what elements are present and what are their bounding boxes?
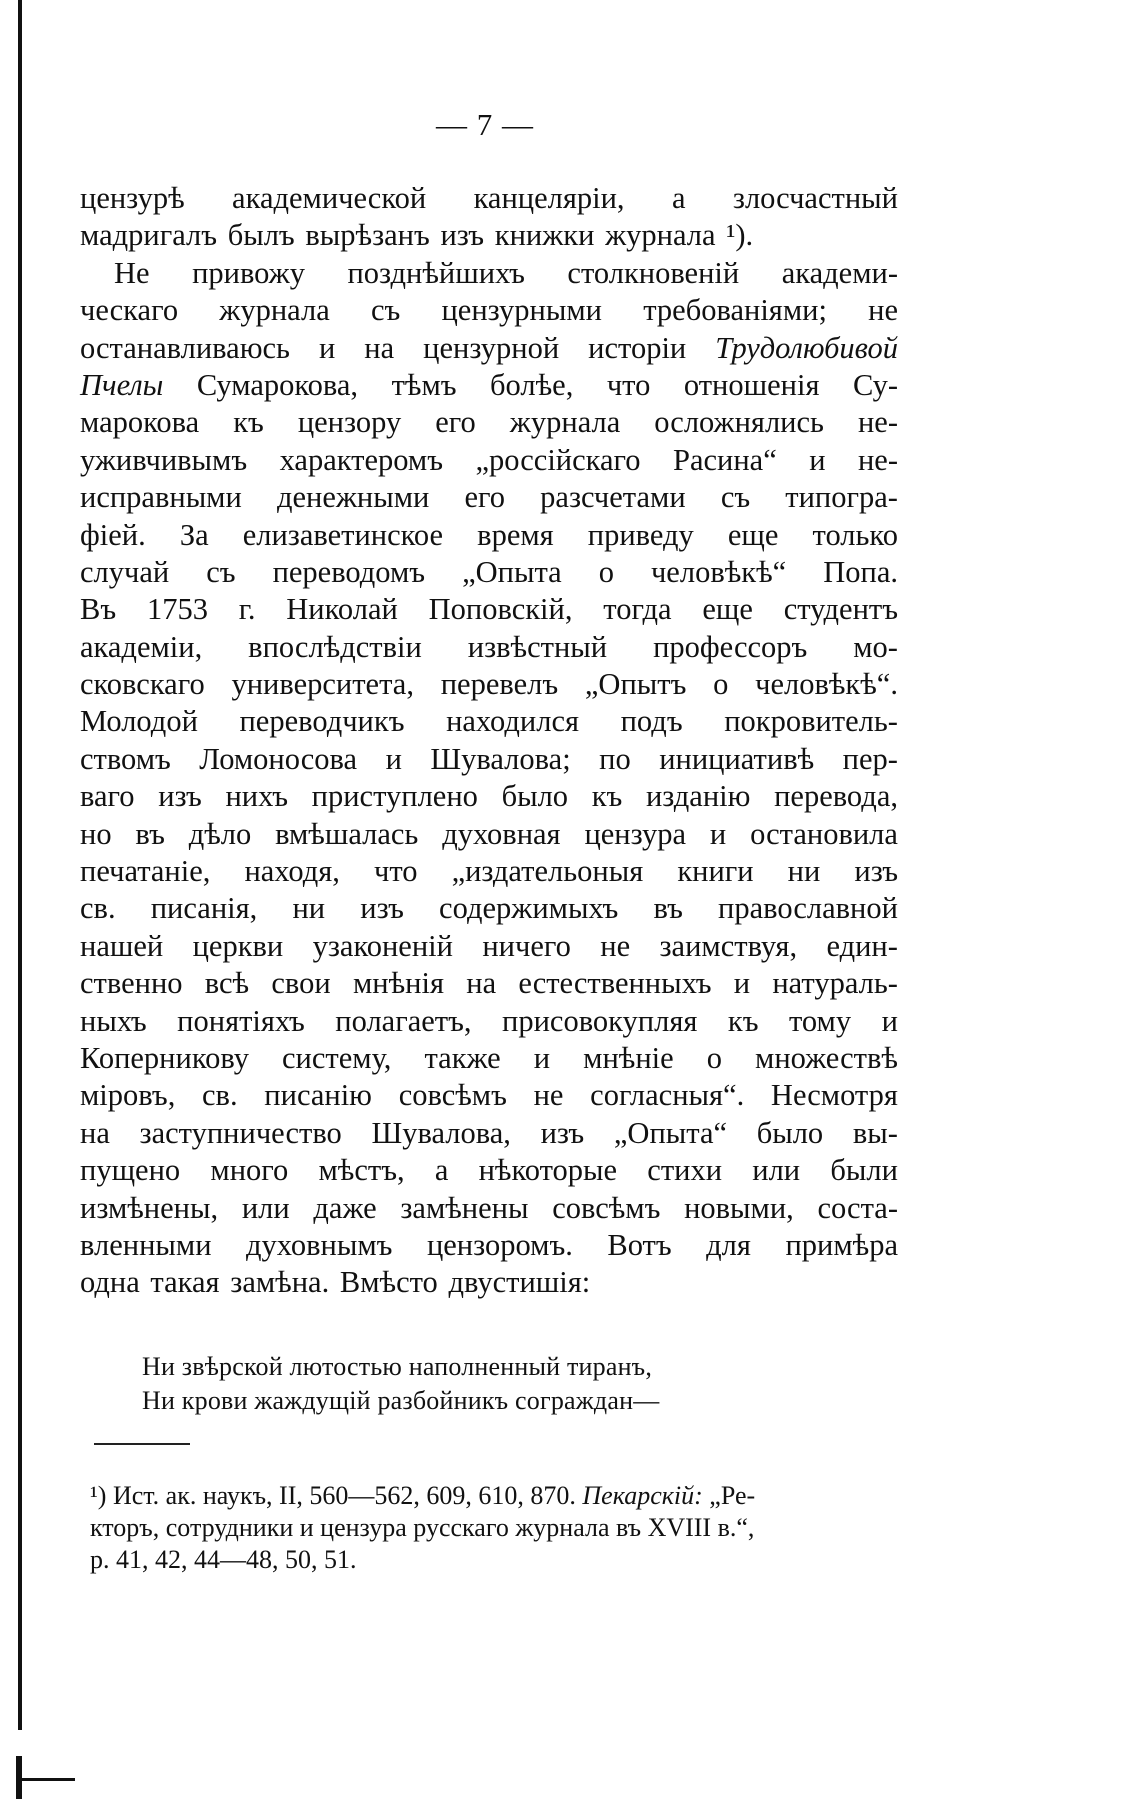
word: академической [232, 181, 427, 215]
word: подъ [620, 704, 683, 739]
word: изъ [854, 854, 898, 889]
word: вырѣзанъ [305, 218, 430, 253]
word: ничего [482, 928, 571, 963]
text-line [80, 180, 898, 217]
word: находя, [244, 854, 340, 889]
text-line [80, 404, 898, 441]
word: о [706, 1040, 722, 1075]
word: Въ [80, 592, 117, 627]
word: совсѣмъ [552, 1190, 661, 1225]
word: о [713, 667, 729, 702]
word: „россійскаго [475, 442, 641, 477]
word: За [179, 517, 209, 552]
word: вленными [80, 1227, 212, 1262]
word: натураль- [772, 966, 898, 1001]
word: понятіяхъ [177, 1003, 305, 1038]
word: къ [727, 1003, 759, 1038]
word: одна [80, 1265, 140, 1300]
word: перевода, [774, 779, 898, 814]
word: не [600, 928, 631, 963]
word: тогда [603, 592, 672, 627]
text-line [80, 703, 898, 740]
text-line [80, 554, 898, 591]
text-line [80, 778, 898, 815]
word: столкновеній [567, 255, 740, 290]
footnote-line: р. 41, 42, 44—48, 50, 51. [90, 1545, 357, 1574]
word: или [241, 1190, 290, 1225]
word: множествѣ [755, 1040, 898, 1075]
text-line [80, 629, 898, 666]
footnotes [90, 1480, 896, 1576]
word: ствомъ [80, 741, 171, 776]
word: ¹). [726, 218, 754, 253]
word: что [606, 367, 651, 402]
word: духовнымъ [246, 1227, 393, 1262]
word: Коперникову [80, 1040, 249, 1075]
word: измѣнены, [80, 1190, 219, 1225]
word: согласныя“. [590, 1078, 745, 1113]
word: злосчастный [732, 181, 898, 215]
text-line [80, 1190, 898, 1227]
text-line [80, 965, 898, 1002]
word: журнала [605, 218, 716, 253]
word: его [464, 480, 506, 515]
word: цензоромъ. [426, 1227, 573, 1262]
word: вмѣшалась [275, 816, 419, 851]
word: св. [80, 891, 116, 926]
word: университета, [231, 667, 414, 702]
word: было [756, 1115, 824, 1150]
word: журнала [219, 293, 330, 328]
page-number: — 7 — [436, 107, 534, 142]
word: ственно [80, 966, 183, 1001]
footnote-author: Пекарскій: [582, 1481, 703, 1510]
word: и [709, 816, 727, 851]
word: фіей. [80, 517, 146, 552]
word: полагаетъ, [335, 1003, 472, 1038]
word: извѣстный [467, 629, 608, 664]
word: „издательоныя [451, 854, 644, 889]
word: совсѣмъ [398, 1078, 507, 1113]
verse-line: Ни крови жаждущій разбойникъ сограждан— [142, 1386, 660, 1415]
word: ныхъ [80, 1003, 147, 1038]
word: соста- [817, 1190, 898, 1225]
word: св. [202, 1078, 238, 1113]
text-line [80, 367, 898, 404]
word: академи- [781, 255, 898, 290]
text-line [80, 217, 898, 254]
word: печатаніе, [80, 854, 211, 889]
word: останавливаюсь [80, 330, 290, 365]
word: „Опыта [462, 554, 562, 589]
footnote-marker: ¹) [90, 1481, 113, 1510]
word: но [80, 816, 112, 851]
word: канцеляріи, [473, 181, 625, 215]
word: присовокупляя [502, 1003, 698, 1038]
word: православной [718, 891, 898, 926]
word: Пчелы [80, 367, 164, 402]
word: для [706, 1227, 751, 1262]
word: Расина“ [673, 442, 777, 477]
word: замѣнены [400, 1190, 529, 1225]
word: не [533, 1078, 564, 1113]
word: свои [271, 966, 331, 1001]
word: г. [238, 592, 256, 627]
word: а [434, 1153, 449, 1188]
word: книжки [494, 218, 595, 253]
word: не- [857, 405, 898, 440]
page-corner-mark [20, 1778, 75, 1781]
text-line [80, 591, 898, 628]
word: Несмотря [770, 1078, 898, 1113]
word: мѣстъ, [318, 1153, 405, 1188]
word: типогра- [785, 480, 898, 515]
text-line [80, 928, 898, 965]
word: пущено [80, 1153, 181, 1188]
word: болѣе, [490, 367, 574, 402]
word: даже [313, 1190, 377, 1225]
text-line [80, 816, 898, 853]
word: цензура [584, 816, 687, 851]
footnote-line: кторъ, сотрудники и цензура русскаго журнала въ XVIII в.“, [90, 1513, 755, 1542]
word: къ [591, 779, 623, 814]
word: переводчикъ [239, 704, 405, 739]
word: мадригалъ [80, 218, 218, 253]
text-line [80, 1115, 898, 1152]
word: Молодой [80, 704, 198, 739]
word: студентъ [783, 592, 898, 627]
word: Вмѣсто [339, 1265, 438, 1300]
word: стихи [647, 1153, 723, 1188]
word: приступлено [311, 779, 478, 814]
word: къ [233, 405, 264, 440]
word: и [533, 1040, 551, 1075]
word: писанія, [150, 891, 258, 926]
word: не [868, 293, 898, 328]
word: его [435, 405, 476, 440]
word: инициативѣ [659, 741, 815, 776]
page-binding-edge [18, 0, 22, 1730]
paragraph [80, 180, 898, 255]
word: и [733, 966, 751, 1001]
footnote-line: ¹) Ист. ак. наукъ, II, 560—562, 609, 610, 870. Пекарскій: „Ре- [90, 1481, 756, 1510]
word: покровитель- [724, 704, 898, 739]
word: профессоръ [653, 629, 808, 664]
word: ни [787, 854, 821, 889]
word: было [501, 779, 569, 814]
word: тому [788, 1003, 852, 1038]
word: исправными [80, 480, 242, 515]
word: были [830, 1153, 898, 1188]
word: позднѣйшихъ [347, 255, 525, 290]
word: елизаветинское [242, 517, 444, 552]
word: примѣра [785, 1227, 898, 1262]
word: еще [702, 592, 753, 627]
word: цензурѣ [80, 181, 185, 215]
word: только [812, 517, 898, 552]
word: такая [150, 1265, 220, 1300]
word: Вотъ [607, 1227, 672, 1262]
text-line [80, 330, 898, 367]
text-line [80, 292, 898, 329]
word: писанію [264, 1078, 372, 1113]
word: по [599, 741, 631, 776]
word: и [809, 442, 826, 477]
text-line [80, 741, 898, 778]
word: Шувалова, [371, 1115, 511, 1150]
word: духовная [442, 816, 561, 851]
word: Николай [286, 592, 398, 627]
word: заступничество [139, 1115, 342, 1150]
text-line [80, 853, 898, 890]
word: книги [677, 854, 754, 889]
text-line [80, 442, 898, 479]
word: изъ [540, 1115, 585, 1150]
word: а [671, 181, 686, 215]
verse-quote [142, 1350, 659, 1418]
word: ни [292, 891, 326, 926]
word: изъ [360, 891, 404, 926]
word: разсчетами [540, 480, 686, 515]
word: 1753 [146, 592, 208, 627]
word: нихъ [225, 779, 288, 814]
footnote-separator [94, 1443, 190, 1445]
word: время [477, 517, 554, 552]
word: также [424, 1040, 501, 1075]
word: мо- [853, 629, 898, 664]
word: на [466, 966, 497, 1001]
word: міровъ, [80, 1078, 176, 1113]
text-line [80, 1003, 898, 1040]
text-line [80, 666, 898, 703]
word: уживчивымъ [80, 442, 248, 477]
word: содержимыхъ [439, 891, 619, 926]
text-line [80, 1264, 898, 1301]
word: былъ [227, 218, 295, 253]
word: журнала [509, 405, 621, 440]
word: на [364, 330, 395, 365]
word: цензурной [423, 330, 560, 365]
word: отношенія [683, 367, 820, 402]
word: изданію [645, 779, 751, 814]
word: дѣло [188, 816, 252, 851]
word: естественныхъ [518, 966, 712, 1001]
paragraph [80, 255, 898, 1302]
word: сковскаго [80, 667, 205, 702]
word: еще [727, 517, 779, 552]
word: переводомъ [272, 554, 426, 589]
word: един- [826, 928, 898, 963]
word: не- [857, 442, 898, 477]
word: привожу [192, 255, 305, 290]
word: въ [135, 816, 165, 851]
word: заимствуя, [659, 928, 798, 963]
word: денежными [276, 480, 430, 515]
text-line [80, 479, 898, 516]
word: вы- [852, 1115, 898, 1150]
word: съ [720, 480, 751, 515]
text-line [80, 890, 898, 927]
word: Су- [852, 367, 898, 402]
word: перевелъ [440, 667, 559, 702]
word: узаконеній [312, 928, 453, 963]
word: церкви [192, 928, 284, 963]
word: или [752, 1153, 801, 1188]
word: человѣкѣ“ [650, 554, 787, 589]
text-line [80, 517, 898, 554]
word: находился [446, 704, 580, 739]
word: цензурными [441, 293, 602, 328]
word: всѣ [204, 966, 250, 1001]
word: много [210, 1153, 289, 1188]
word: Ломоносова [199, 741, 358, 776]
word: мнѣнія [352, 966, 444, 1001]
word: мнѣніе [583, 1040, 674, 1075]
word: и [318, 330, 336, 365]
word: исторіи [588, 330, 687, 365]
word: впослѣдствіи [248, 629, 422, 664]
word: и [881, 1003, 898, 1038]
word: ваго [80, 779, 135, 814]
word: тѣмъ [391, 367, 457, 402]
word: цензору [297, 405, 402, 440]
word: новыми, [684, 1190, 794, 1225]
word: Не [114, 255, 150, 290]
text-line [80, 1227, 898, 1264]
word: человѣкѣ“. [755, 667, 898, 702]
word: требованіями; [643, 293, 827, 328]
word: изъ [158, 779, 202, 814]
word: Поповскій, [428, 592, 573, 627]
text-line [80, 1077, 898, 1114]
word: Сумарокова, [196, 367, 359, 402]
word: „Опыта“ [613, 1115, 728, 1150]
word: о [598, 554, 614, 589]
word: остановила [750, 816, 898, 851]
verse-line: Ни звѣрской лютостью наполненный тиранъ, [142, 1352, 653, 1381]
word: „Опытъ [584, 667, 687, 702]
main-text [80, 180, 898, 1302]
word: нашей [80, 928, 164, 963]
word: систему, [282, 1040, 392, 1075]
word: Шувалова; [430, 741, 571, 776]
word: на [80, 1115, 110, 1150]
word: Попа. [823, 554, 898, 589]
word: приведу [587, 517, 694, 552]
word: случай [80, 554, 170, 589]
word: замѣна. [230, 1265, 330, 1300]
word: академіи, [80, 629, 203, 664]
word: ческаго [80, 293, 179, 328]
word: марокова [80, 405, 200, 440]
word: изъ [440, 218, 485, 253]
word: двустишія: [448, 1265, 591, 1300]
word: осложнялись [654, 405, 824, 440]
word: что [373, 854, 418, 889]
word: пер- [842, 741, 898, 776]
text-line [80, 1040, 898, 1077]
word: Трудолюбивой [715, 330, 898, 365]
text-line [80, 255, 898, 292]
word: въ [653, 891, 683, 926]
word: и [385, 741, 402, 776]
text-line [80, 1152, 898, 1189]
word: нѣкоторые [478, 1153, 618, 1188]
word: съ [206, 554, 236, 589]
word: съ [370, 293, 401, 328]
word: характеромъ [279, 442, 444, 477]
